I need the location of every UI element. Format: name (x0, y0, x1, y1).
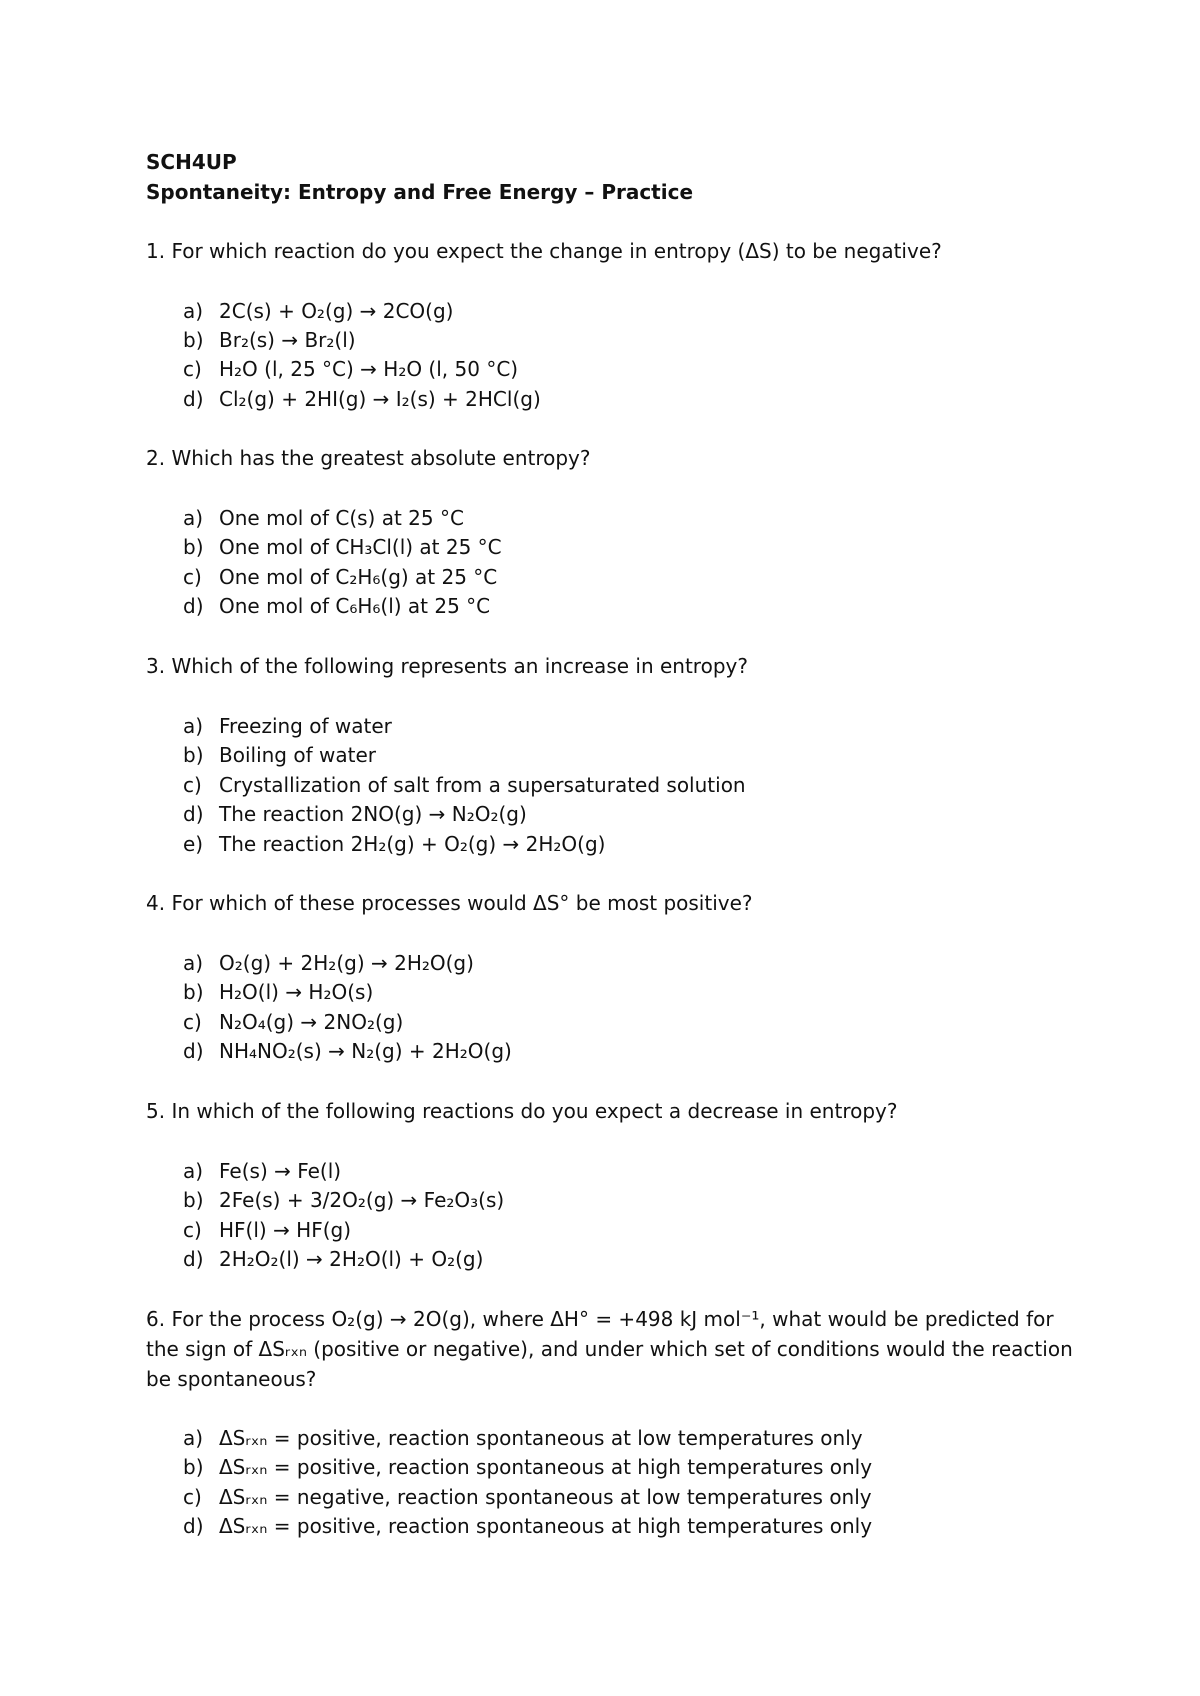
q6-option-c (183, 1484, 872, 1510)
option-text: 2C(s) + O₂(g) → 2CO(g) (219, 299, 454, 323)
option-letter: a) (183, 1159, 204, 1183)
option-text: Boiling of water (219, 743, 376, 767)
option-letter: a) (183, 506, 204, 530)
q6-option-b (183, 1454, 872, 1480)
option-letter: c) (183, 357, 202, 381)
option-text: Cl₂(g) + 2HI(g) → I₂(s) + 2HCl(g) (219, 387, 541, 411)
option-letter: c) (183, 773, 202, 797)
option-text: HF(l) → HF(g) (219, 1218, 352, 1242)
option-letter: a) (183, 714, 204, 738)
option-text: Br₂(s) → Br₂(l) (219, 328, 356, 352)
option-text: One mol of C(s) at 25 °C (219, 506, 464, 530)
option-letter: a) (183, 951, 204, 975)
q1-option-b (183, 327, 356, 353)
q6-option-d (183, 1513, 872, 1539)
q3-option-d (183, 801, 527, 827)
option-text: Freezing of water (219, 714, 392, 738)
option-letter: d) (183, 1039, 204, 1063)
option-text: ΔSᵣₓₙ = positive, reaction spontaneous at high temperatures only (219, 1514, 873, 1538)
option-letter: d) (183, 1514, 204, 1538)
option-letter: c) (183, 1010, 202, 1034)
option-text: One mol of C₂H₆(g) at 25 °C (219, 565, 498, 589)
option-letter: c) (183, 1485, 202, 1509)
q3-option-e (183, 831, 605, 857)
option-text: The reaction 2H₂(g) + O₂(g) → 2H₂O(g) (219, 832, 606, 856)
q5-option-d (183, 1246, 483, 1272)
option-text: ΔSᵣₓₙ = negative, reaction spontaneous at low temperatures only (219, 1485, 872, 1509)
option-letter: d) (183, 387, 204, 411)
q5-option-b (183, 1187, 504, 1213)
option-letter: d) (183, 1247, 204, 1271)
q2-option-b (183, 534, 502, 560)
q4-option-d (183, 1038, 512, 1064)
course-code: SCH4UP (146, 150, 237, 174)
option-text: 2Fe(s) + 3/2O₂(g) → Fe₂O₃(s) (219, 1188, 505, 1212)
q1-option-d (183, 386, 541, 412)
option-letter: b) (183, 743, 204, 767)
option-text: ΔSᵣₓₙ = positive, reaction spontaneous at high temperatures only (219, 1455, 873, 1479)
q4-option-c (183, 1009, 403, 1035)
option-letter: b) (183, 328, 204, 352)
option-letter: e) (183, 832, 204, 856)
q3-option-b (183, 742, 376, 768)
q2-option-c (183, 564, 497, 590)
option-text: 2H₂O₂(l) → 2H₂O(l) + O₂(g) (219, 1247, 484, 1271)
option-text: Fe(s) → Fe(l) (219, 1159, 342, 1183)
option-text: One mol of C₆H₆(l) at 25 °C (219, 594, 491, 618)
q3-option-a (183, 713, 392, 739)
option-letter: a) (183, 299, 204, 323)
question-5: 5. In which of the following reactions do you expect a decrease in entropy? (146, 1099, 898, 1123)
option-letter: b) (183, 1188, 204, 1212)
q5-option-c (183, 1217, 351, 1243)
option-letter: d) (183, 594, 204, 618)
option-text: The reaction 2NO(g) → N₂O₂(g) (219, 802, 527, 826)
option-letter: c) (183, 565, 202, 589)
option-letter: c) (183, 1218, 202, 1242)
option-text: NH₄NO₂(s) → N₂(g) + 2H₂O(g) (219, 1039, 512, 1063)
option-text: One mol of CH₃Cl(l) at 25 °C (219, 535, 502, 559)
option-letter: b) (183, 980, 204, 1004)
q1-option-a (183, 298, 453, 324)
question-2: 2. Which has the greatest absolute entropy? (146, 446, 591, 470)
q4-option-a (183, 950, 474, 976)
option-text: H₂O (l, 25 °C) → H₂O (l, 50 °C) (219, 357, 519, 381)
question-6: 6. For the process O₂(g) → 2O(g), where ΔH° = +498 kJ mol⁻¹, what would be predicted for the sign of ΔSᵣₓₙ (positive or negative), and under which set of conditions would the reaction be spontaneous? (146, 1307, 1073, 1391)
option-text: N₂O₄(g) → 2NO₂(g) (219, 1010, 404, 1034)
q1-option-c (183, 356, 518, 382)
option-letter: d) (183, 802, 204, 826)
option-text: Crystallization of salt from a supersaturated solution (219, 773, 746, 797)
q5-option-a (183, 1158, 341, 1184)
option-letter: b) (183, 535, 204, 559)
q4-option-b (183, 979, 373, 1005)
question-4: 4. For which of these processes would ΔS° be most positive? (146, 891, 753, 915)
q6-option-a (183, 1425, 863, 1451)
option-text: O₂(g) + 2H₂(g) → 2H₂O(g) (219, 951, 474, 975)
q2-option-a (183, 505, 464, 531)
option-text: H₂O(l) → H₂O(s) (219, 980, 374, 1004)
option-text: ΔSᵣₓₙ = positive, reaction spontaneous at low temperatures only (219, 1426, 863, 1450)
option-letter: a) (183, 1426, 204, 1450)
worksheet-title: Spontaneity: Entropy and Free Energy – Practice (146, 180, 694, 204)
question-1: 1. For which reaction do you expect the change in entropy (ΔS) to be negative? (146, 239, 942, 263)
q3-option-c (183, 772, 746, 798)
q2-option-d (183, 593, 490, 619)
option-letter: b) (183, 1455, 204, 1479)
question-3: 3. Which of the following represents an increase in entropy? (146, 654, 748, 678)
